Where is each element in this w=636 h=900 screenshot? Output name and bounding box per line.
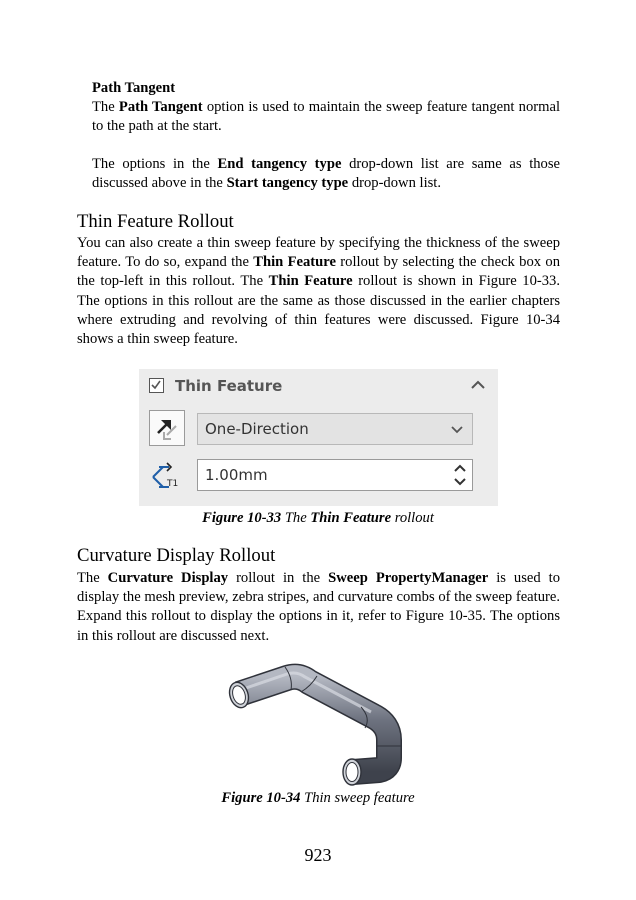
text-run: The options in the	[92, 156, 218, 172]
bold-run: Thin Feature	[310, 510, 392, 526]
bold-run: Curvature Display	[107, 570, 229, 586]
rollout-title: Thin Feature	[175, 377, 283, 395]
text-run: Thin sweep feature	[300, 790, 415, 806]
bold-run: Path Tangent	[118, 99, 203, 116]
bold-run: Thin Feature	[268, 273, 353, 290]
text-run: rollout in the	[228, 570, 329, 586]
end-tangency-paragraph	[92, 155, 560, 193]
curvature-display-heading: Curvature Display Rollout	[77, 545, 276, 566]
thin-feature-rollout-panel	[139, 369, 498, 506]
text-run: drop-down list.	[348, 175, 442, 192]
figure-10-34-caption	[0, 789, 636, 807]
reverse-direction-button[interactable]	[149, 410, 185, 446]
curvature-display-paragraph	[77, 569, 560, 646]
text-run: rollout by selecting the check box on the top-left in this rollout. The	[77, 254, 560, 290]
bold-run: Thin Feature	[253, 254, 336, 271]
bold-run: Sweep PropertyManager	[328, 570, 489, 586]
thickness-input[interactable]	[197, 459, 473, 491]
text-run: rollout is shown in Figure 10-33. The options in this rollout are the same as those discussed in the earlier chapters where extruding and revolving of thin features were discussed. Figure 10-34 shows a thin sweep feature.	[77, 273, 560, 348]
path-tangent-paragraph	[92, 98, 560, 136]
text-run: The	[77, 570, 108, 586]
figure-number: Figure 10-34	[221, 790, 301, 806]
thin-feature-heading: Thin Feature Rollout	[77, 211, 234, 232]
reverse-direction-icon	[150, 411, 184, 445]
spinner-icon[interactable]	[451, 461, 469, 489]
thin-feature-paragraph	[77, 234, 560, 349]
thickness-icon-label: T1	[167, 479, 179, 489]
path-tangent-section	[92, 79, 560, 137]
chevron-down-icon	[450, 423, 464, 435]
text-run: option is used to maintain the sweep feature tangent normal to the path at the start.	[92, 99, 560, 135]
thickness-icon	[149, 459, 185, 493]
text-run: is used to display the mesh preview, zebra stripes, and curvature combs of the sweep feature. Expand this rollout to display the options in it, refer to Figure 10-35. The options in this rollout are discussed next.	[77, 570, 560, 644]
page-number: 923	[304, 845, 332, 865]
bold-run: Start tangency type	[226, 175, 349, 192]
direction-dropdown[interactable]	[197, 413, 473, 445]
figure-number: Figure 10-33	[202, 510, 282, 526]
checkbox-checked-icon[interactable]	[149, 378, 164, 393]
text-run: The	[281, 510, 311, 526]
text-run: drop-down list are same as those discussed above in the	[92, 156, 560, 192]
direction-value: One-Direction	[205, 420, 309, 438]
bold-run: End tangency type	[217, 156, 342, 172]
thickness-value: 1.00mm	[205, 466, 268, 484]
thin-sweep-feature-image	[225, 662, 410, 787]
text-run: The	[92, 99, 119, 116]
text-run: You can also create a thin sweep feature by specifying the thickness of the sweep feature. To do so, expand the	[77, 235, 560, 271]
text-run: rollout	[391, 510, 434, 526]
chevron-up-icon[interactable]	[469, 377, 487, 393]
path-tangent-heading: Path Tangent	[92, 80, 176, 96]
figure-10-33-caption	[0, 509, 636, 527]
